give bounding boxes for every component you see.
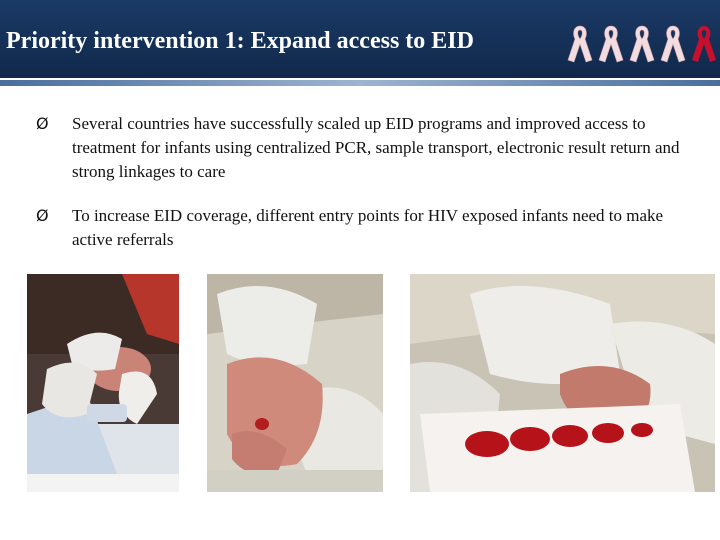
- arrow-bullet-icon: Ø: [36, 114, 49, 133]
- photo-dried-blood-spot-card: [410, 274, 715, 492]
- title-underline: [0, 80, 720, 86]
- title-bar: [0, 0, 720, 78]
- photo-gloved-hands-infant-foot: [27, 274, 179, 492]
- bullet-text: To increase EID coverage, different entry points for HIV exposed infants need to make active referrals: [72, 206, 664, 249]
- slide-title: Priority intervention 1: Expand access to EID: [6, 28, 474, 54]
- awareness-ribbons-icon: [565, 22, 720, 66]
- bullet-text: Several countries have successfully scaled up EID programs and improved access to treatment for infants using centralized PCR, sample transport, electronic result return and strong linkages to care: [72, 114, 680, 181]
- bullet-list: [36, 112, 696, 272]
- bullet-item: [36, 112, 696, 184]
- bullet-item: [36, 204, 696, 252]
- arrow-bullet-icon: Ø: [36, 206, 49, 225]
- photo-infant-foot-blood-drop: [207, 274, 383, 492]
